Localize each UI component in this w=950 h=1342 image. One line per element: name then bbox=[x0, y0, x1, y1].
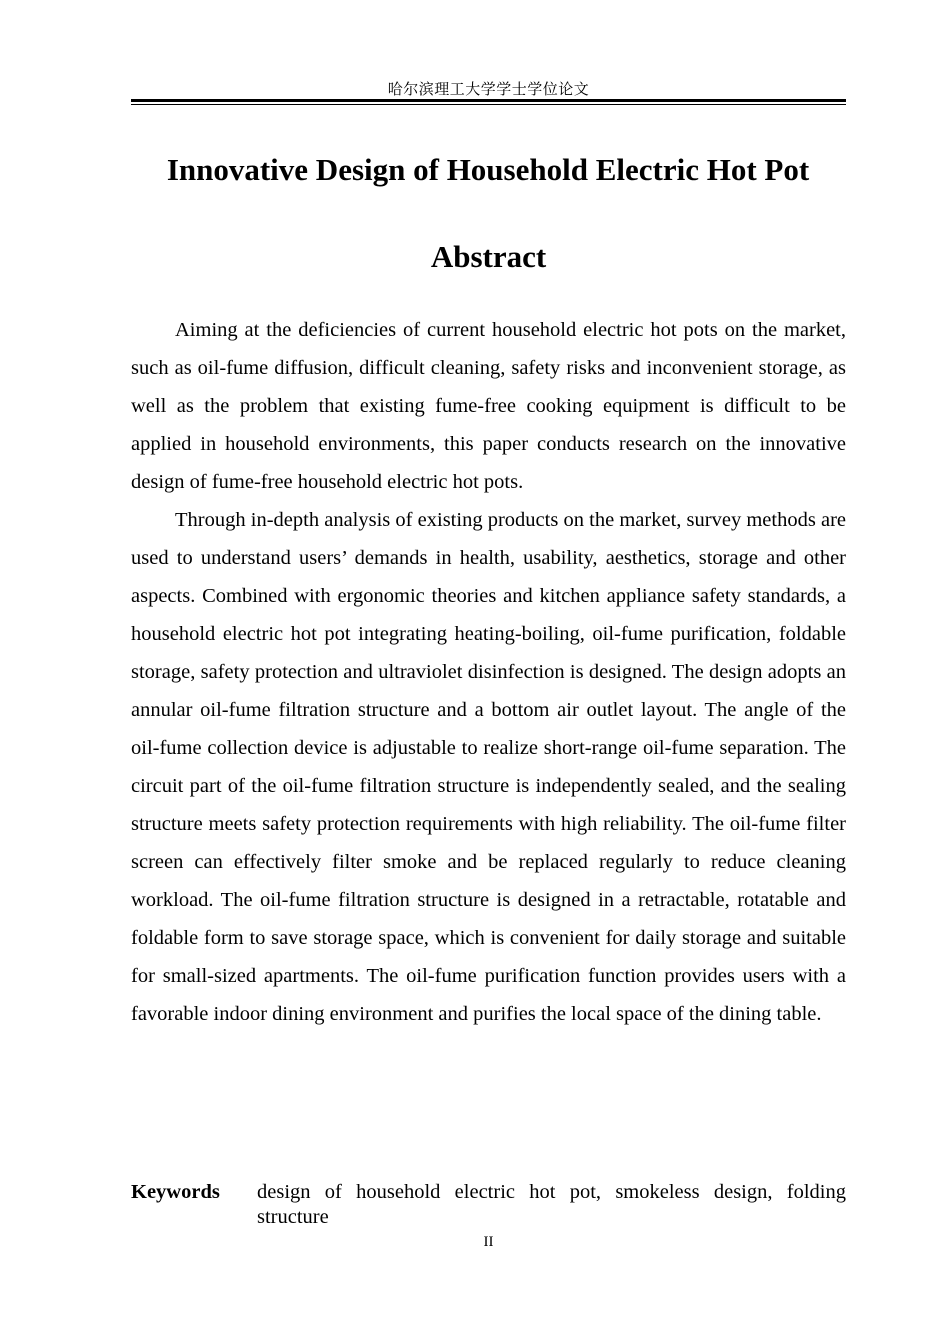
keywords-block bbox=[131, 1180, 846, 1230]
keywords-label: Keywords bbox=[131, 1181, 220, 1203]
header-rule-thin bbox=[131, 104, 846, 105]
abstract-paragraph-2: Through in-depth analysis of existing products on the market, survey methods are used to understand users’ demands in health, usability, aesthetics, storage and other aspects. Combined with ergonomic theories and kitchen appliance safety standards, a household electric hot pot integrating heating-boiling, oil-fume purification, foldable storage, safety protection and ultraviolet disinfection is designed. The design adopts an annular oil-fume filtration structure and a bottom air outlet layout. The angle of the oil-fume collection device is adjustable to realize short-range oil-fume separation. The circuit part of the oil-fume filtration structure is independently sealed, and the sealing structure meets safety protection requirements with high reliability. The oil-fume filter screen can effectively filter smoke and be replaced regularly to reduce cleaning workload. The oil-fume filtration structure is designed in a retractable, rotatable and foldable form to save storage space, which is convenient for daily storage and suitable for small-sized apartments. The oil-fume purification function provides users with a favorable indoor dining environment and purifies the local space of the dining table. bbox=[131, 509, 846, 1025]
header-rule-thick bbox=[131, 99, 846, 102]
running-header: 哈尔滨理工大学学士学位论文 bbox=[387, 80, 590, 98]
abstract-heading: Abstract bbox=[430, 239, 547, 274]
page-number: II bbox=[483, 1234, 494, 1250]
thesis-title: Innovative Design of Household Electric Hot Pot bbox=[166, 152, 810, 187]
abstract-paragraph-1: Aiming at the deficiencies of current household electric hot pots on the market, such as oil-fume diffusion, difficult cleaning, safety risks and inconvenient storage, as well as the problem that existing fume-free cooking equipment is difficult to be applied in household environments, this paper conducts research on the innovative design of fume-free household electric hot pots. bbox=[131, 319, 846, 493]
abstract-body bbox=[131, 311, 846, 1033]
keywords-text: design of household electric hot pot, smokeless design, folding structure bbox=[257, 1181, 846, 1228]
